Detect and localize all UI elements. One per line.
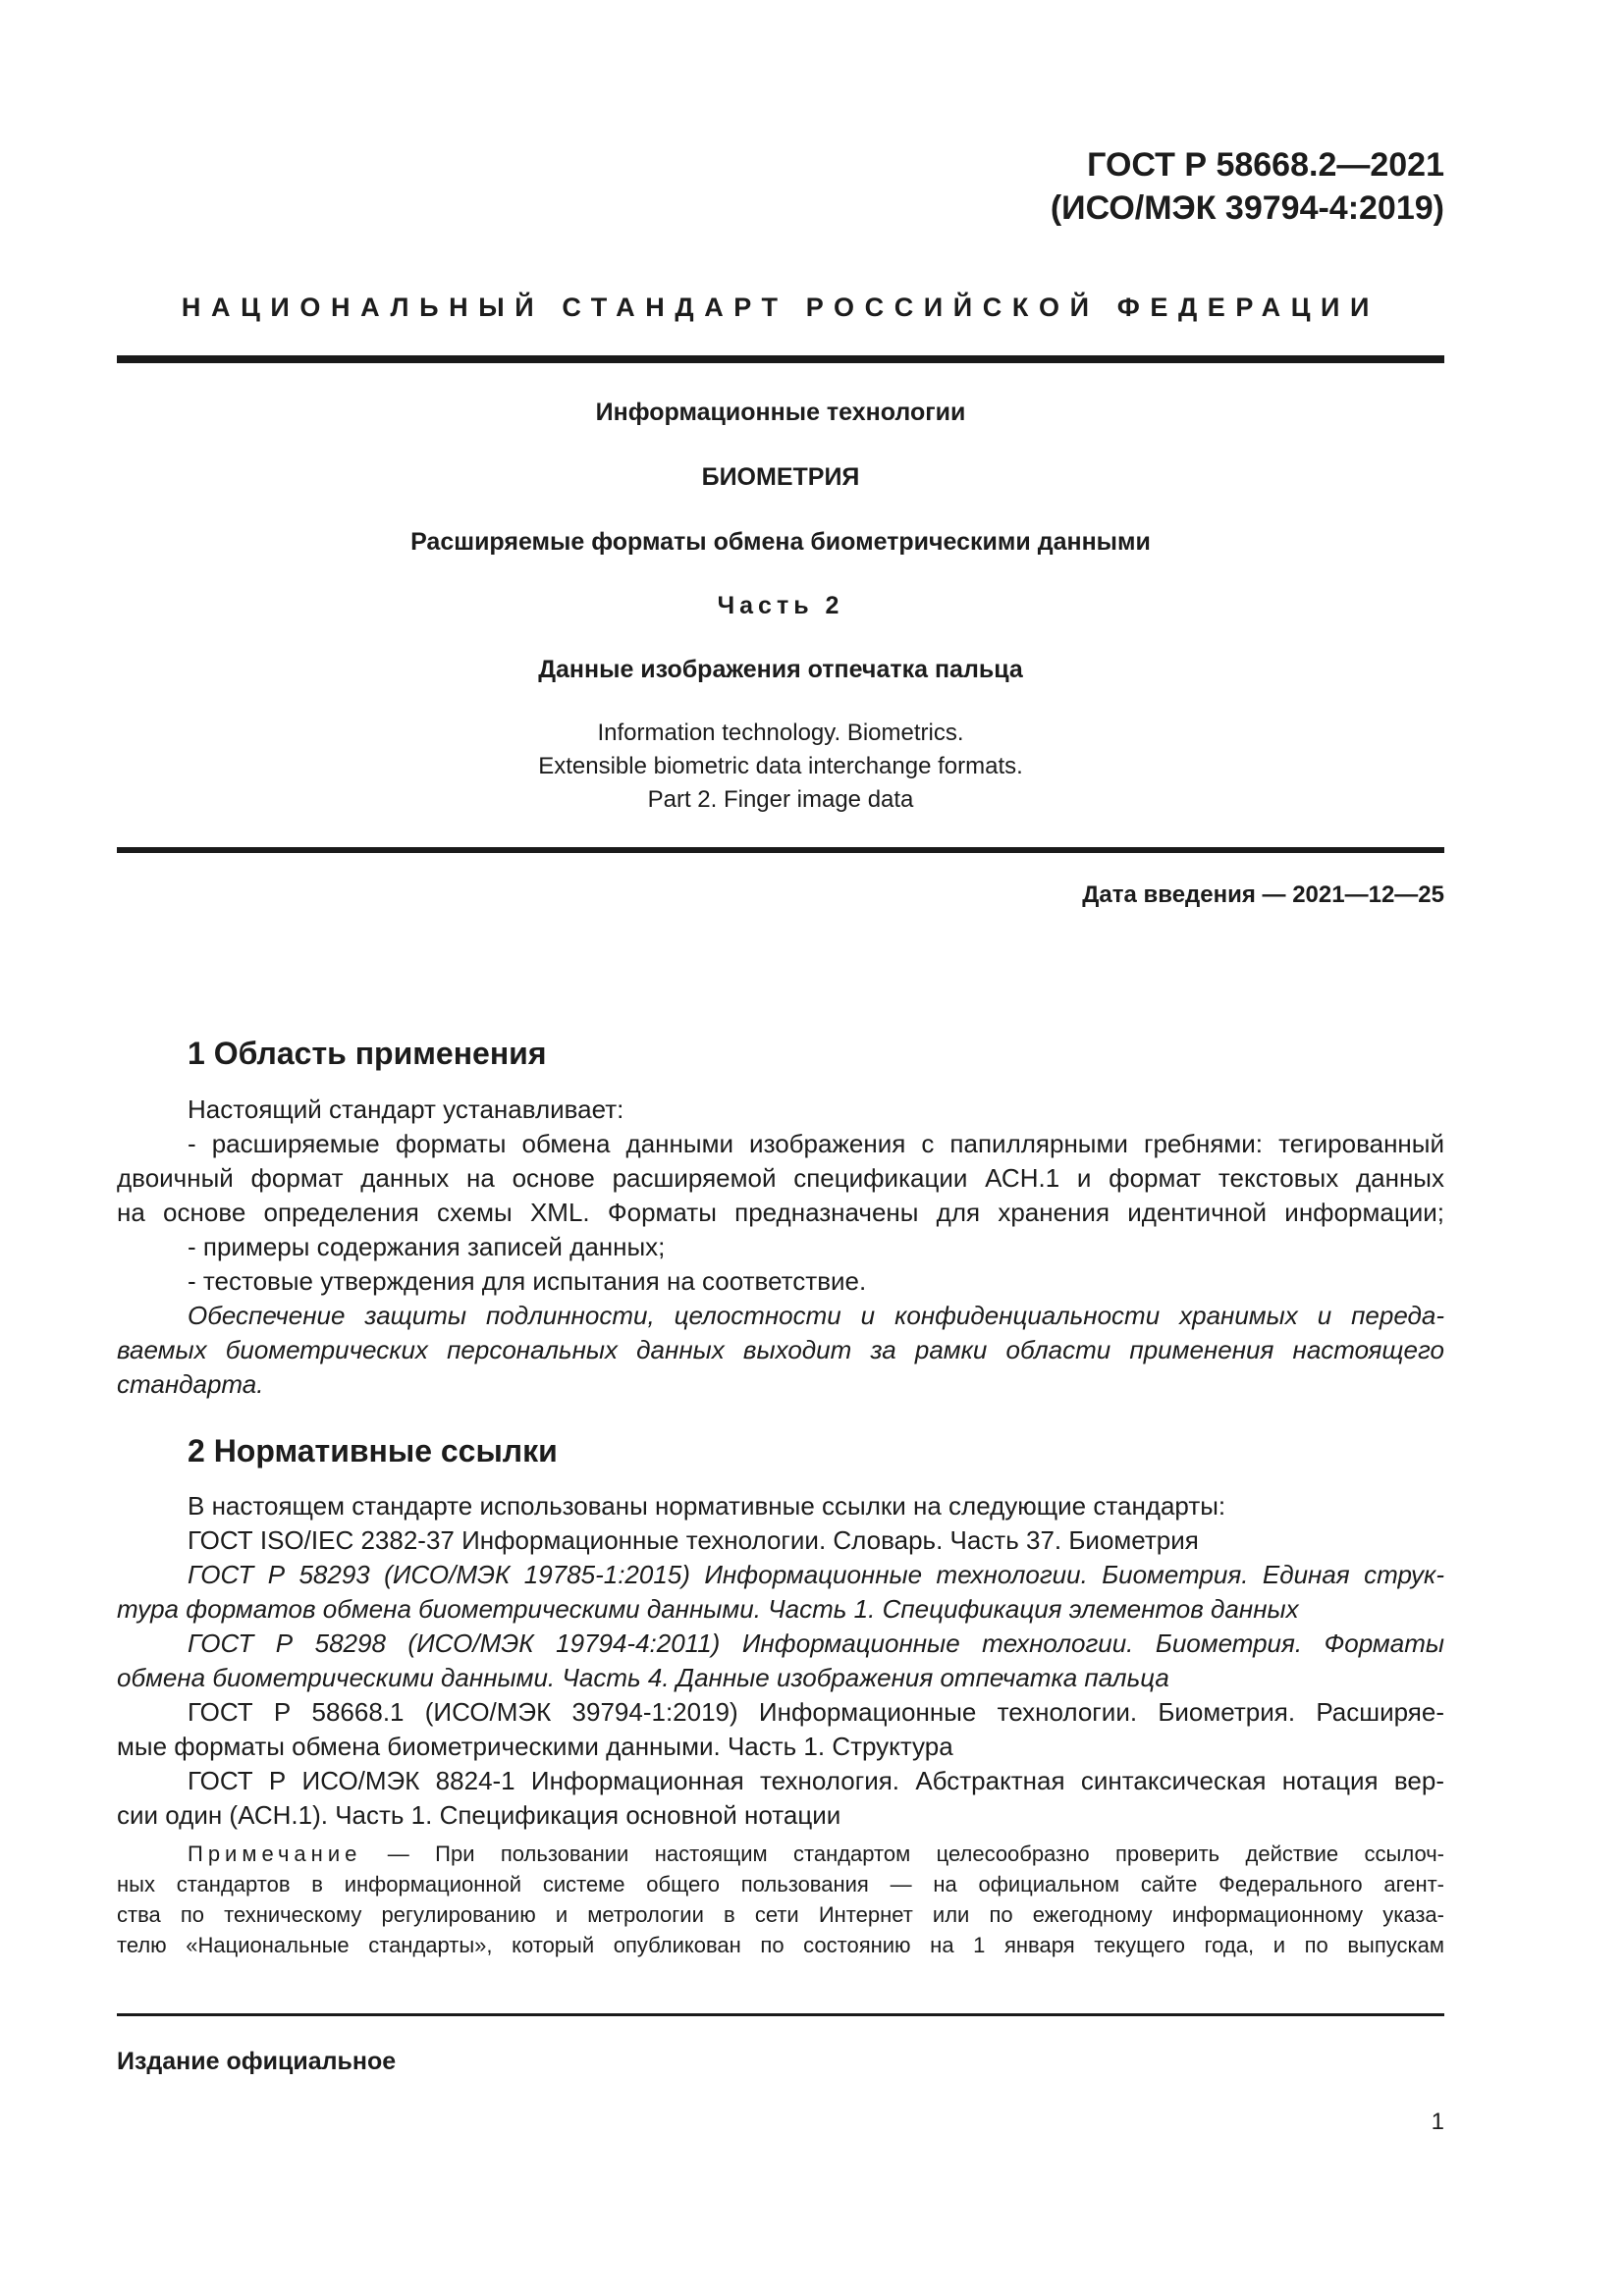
introduction-date: Дата введения — 2021—12—25 bbox=[1082, 881, 1444, 908]
section-2-heading: 2 Нормативные ссылки bbox=[188, 1433, 558, 1468]
paragraph: - примеры содержания записей данных; bbox=[188, 1232, 666, 1261]
paragraph: на основе определения схемы XML. Форматы предназначены для хранения идентичной информации; bbox=[117, 1198, 1444, 1227]
reference-item-continued: сии один (АСН.1). Часть 1. Спецификация основной нотации bbox=[117, 1800, 841, 1830]
title-part: Часть 2 bbox=[717, 592, 844, 619]
english-title-line-2: Extensible biometric data interchange formats. bbox=[538, 753, 1023, 779]
section-1-heading: 1 Область применения bbox=[188, 1036, 547, 1071]
national-standard-banner: НАЦИОНАЛЬНЫЙ СТАНДАРТ РОССИЙСКОЙ ФЕДЕРАЦИИ bbox=[181, 293, 1380, 322]
paragraph: ваемых биометрических персональных данных выходит за рамки области применения настоящего bbox=[117, 1335, 1444, 1364]
reference-item: ГОСТ Р 58298 (ИСО/МЭК 19794-4:2011) Информационные технологии. Биометрия. Форматы bbox=[188, 1629, 1444, 1658]
reference-item-continued: обмена биометрическими данными. Часть 4. Данные изображения отпечатка пальца bbox=[117, 1663, 1169, 1692]
title-line-1: Информационные технологии bbox=[595, 399, 966, 426]
paragraph: двоичный формат данных на основе расширяемой спецификации АСН.1 и формат текстовых данных bbox=[117, 1163, 1444, 1193]
standard-number-block bbox=[1051, 143, 1444, 230]
section-1-body bbox=[117, 1093, 1444, 1402]
reference-item: ГОСТ Р ИСО/МЭК 8824-1 Информационная технология. Абстрактная синтаксическая нотация вер- bbox=[188, 1766, 1444, 1795]
reference-item-continued: тура форматов обмена биометрическими данными. Часть 1. Спецификация элементов данных bbox=[117, 1594, 1299, 1624]
note-text: — При пользовании настоящим стандартом целесообразно проверить действие ссылоч- bbox=[387, 1842, 1444, 1866]
standard-number: ГОСТ Р 58668.2—2021 bbox=[1087, 146, 1444, 184]
paragraph: - расширяемые форматы обмена данными изображения с папиллярными гребнями: тегированный bbox=[188, 1129, 1444, 1158]
iso-reference: (ИСО/МЭК 39794-4:2019) bbox=[1050, 189, 1444, 227]
paragraph: - тестовые утверждения для испытания на соответствие. bbox=[188, 1266, 867, 1296]
paragraph: стандарта. bbox=[117, 1369, 264, 1399]
note-text: ных стандартов в информационной системе общего пользования — на официальном сайте Федерального агент- bbox=[117, 1872, 1444, 1896]
note-text: ства по техническому регулированию и метрологии в сети Интернет или по ежегодному информационному указа- bbox=[117, 1902, 1444, 1927]
note-block bbox=[117, 1839, 1444, 1960]
paragraph: В настоящем стандарте использованы нормативные ссылки на следующие стандарты: bbox=[188, 1491, 1226, 1521]
paragraph: Обеспечение защиты подлинности, целостности и конфиденциальности хранимых и переда- bbox=[188, 1301, 1444, 1330]
reference-item: ГОСТ ISO/IEC 2382-37 Информационные технологии. Словарь. Часть 37. Биометрия bbox=[188, 1525, 1199, 1555]
reference-item-continued: мые форматы обмена биометрическими данными. Часть 1. Структура bbox=[117, 1732, 953, 1761]
english-title-line-1: Information technology. Biometrics. bbox=[597, 720, 964, 746]
reference-item: ГОСТ Р 58668.1 (ИСО/МЭК 39794-1:2019) Информационные технологии. Биометрия. Расширяе- bbox=[188, 1697, 1444, 1727]
header-rule bbox=[117, 355, 1444, 363]
official-edition-label: Издание официальное bbox=[117, 2048, 397, 2075]
note-label: Примечание bbox=[188, 1842, 362, 1866]
footer-rule bbox=[117, 2013, 1444, 2016]
english-title bbox=[117, 717, 1444, 817]
title-line-5: Данные изображения отпечатка пальца bbox=[538, 656, 1023, 683]
paragraph: Настоящий стандарт устанавливает: bbox=[188, 1095, 624, 1124]
reference-item: ГОСТ Р 58293 (ИСО/МЭК 19785-1:2015) Информационные технологии. Биометрия. Единая струк- bbox=[188, 1560, 1444, 1589]
title-line-3: Расширяемые форматы обмена биометрическими данными bbox=[410, 528, 1151, 556]
title-rule bbox=[117, 847, 1444, 853]
english-title-line-3: Part 2. Finger image data bbox=[647, 786, 914, 813]
page-number: 1 bbox=[1431, 2109, 1444, 2135]
title-line-2: БИОМЕТРИЯ bbox=[701, 463, 860, 491]
note-text: телю «Национальные стандарты», который опубликован по состоянию на 1 января текущего года, и по выпускам bbox=[117, 1933, 1444, 1957]
section-2-body bbox=[117, 1489, 1444, 1833]
